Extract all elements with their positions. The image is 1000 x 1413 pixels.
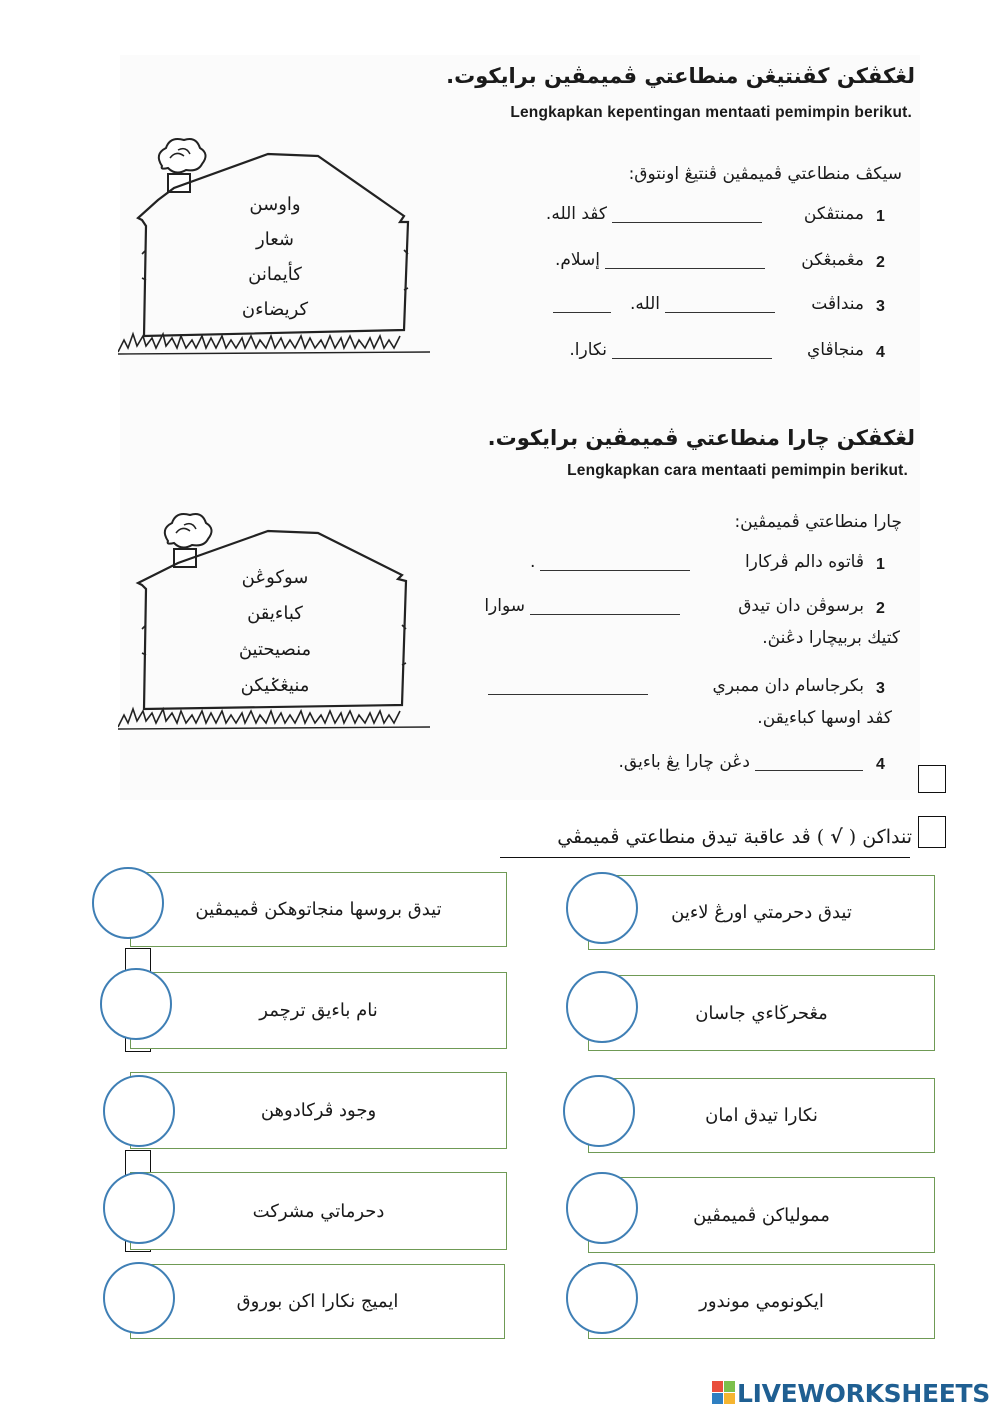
logo-badge-icon: [711, 1380, 737, 1406]
s2-item3-number: 3: [876, 680, 885, 697]
checkbox-square[interactable]: [918, 816, 946, 848]
s2-item2-blank[interactable]: [530, 614, 680, 615]
house1-word-1: واوسن: [249, 194, 301, 215]
house1-word-3: كأيمانن: [248, 264, 302, 285]
s2-item1-blank[interactable]: [540, 570, 690, 571]
section2-title-rumi: Lengkapkan cara mentaati pemimpin berikut.: [567, 462, 908, 479]
logo-text: LIVEWORKSHEETS: [736, 1378, 990, 1408]
house2-word-3: منصيحتيڽ: [238, 639, 312, 660]
s1-item4-text: منجاڤاي: [806, 340, 864, 360]
liveworksheets-logo[interactable]: [711, 1379, 990, 1407]
s1-item3-blank-2[interactable]: [553, 312, 611, 313]
s2-item2-end: سوارا: [484, 596, 525, 616]
answer-option-right-5[interactable]: ايكونومي موندور: [588, 1264, 935, 1339]
answer-circle-right-4[interactable]: [566, 1172, 638, 1244]
answer-circle-right-1[interactable]: [566, 872, 638, 944]
house2-word-2: كباءيقن: [247, 603, 303, 624]
house2-word-4: منيڠݢيكن: [240, 675, 310, 696]
s1-item4-blank[interactable]: [612, 358, 772, 359]
answer-option-left-5[interactable]: ايميج نكارا اكن بوروق: [130, 1264, 505, 1339]
answer-option-left-2[interactable]: نام باءيق ترچمر: [130, 972, 507, 1049]
answer-circle-left-3[interactable]: [103, 1075, 175, 1147]
s2-item1-end: .: [530, 552, 536, 572]
s2-item2-text: برسوڤن دان تيدق: [738, 596, 864, 616]
answer-circle-left-4[interactable]: [103, 1172, 175, 1244]
s2-item2-line2: كتيك بربيچارا دڠنڽ.: [762, 628, 900, 648]
checkbox-square[interactable]: [918, 765, 946, 793]
answer-circle-left-5[interactable]: [103, 1262, 175, 1334]
answer-option-right-4[interactable]: ممولياكن ڤميمڤين: [588, 1177, 935, 1253]
house2-word-1: سوكوڠن: [241, 567, 309, 588]
s1-item1-end: كڤد الله.: [545, 204, 607, 224]
s2-item3-blank[interactable]: [488, 694, 648, 695]
s1-item1-number: 1: [876, 208, 885, 225]
answer-option-right-3[interactable]: نكارا تيدق امان: [588, 1078, 935, 1153]
s2-item4-number: 4: [876, 756, 885, 773]
s2-item1-text: ڤاتوه دالم ڤركارا: [744, 552, 864, 572]
answer-circle-right-5[interactable]: [566, 1262, 638, 1334]
s1-item2-number: 2: [876, 254, 885, 271]
answer-circle-left-1[interactable]: [92, 867, 164, 939]
s1-item1-blank[interactable]: [612, 222, 762, 223]
s2-item4-blank[interactable]: [755, 770, 863, 771]
answer-option-left-1[interactable]: تيدق بروسها منجاتوهكن ڤميمڤين: [130, 872, 507, 947]
answer-circle-right-3[interactable]: [563, 1075, 635, 1147]
s1-item4-end: نكارا.: [569, 340, 607, 360]
s1-item3-end: الله.: [629, 294, 660, 314]
s1-item2-text: مڠمبڠكن: [801, 250, 864, 270]
answer-option-right-2[interactable]: مڠحرڬاءي جاسان: [588, 975, 935, 1051]
s1-item2-blank[interactable]: [605, 268, 765, 269]
s2-item2-number: 2: [876, 600, 885, 617]
answer-option-right-1[interactable]: تيدق دحرمتي اورڠ لاءين: [588, 875, 935, 950]
s1-item4-number: 4: [876, 344, 885, 361]
s1-item2-end: إسلام.: [554, 250, 600, 270]
s1-item3-text: منداڤت: [811, 294, 864, 314]
answer-option-left-3[interactable]: وجود ڤركادوهن: [130, 1072, 507, 1149]
s2-item4-text: دڠن چارا يڠ باءيق.: [618, 752, 750, 772]
section1-title-rumi: Lengkapkan kepentingan mentaati pemimpin berikut.: [510, 104, 912, 121]
s2-item3-line2: كڤد اوسها كباءيقن.: [757, 708, 892, 728]
s1-item3-blank[interactable]: [665, 312, 775, 313]
section1-intro: سيكڤ منطاعتي ڤميمڤين ڤنتيڠ اونتوق:: [628, 164, 902, 184]
section2-intro: چارا منطاعتي ڤميمڤين:: [734, 512, 902, 532]
instruction-underline: [500, 857, 910, 858]
s2-item3-text: بكرجاسام دان ممبري: [712, 676, 864, 696]
answer-circle-left-2[interactable]: [100, 968, 172, 1040]
answer-option-left-4[interactable]: دحرماتي مشركت: [130, 1172, 507, 1250]
house1-word-4: كريضاءن: [241, 299, 309, 320]
s1-item3-number: 3: [876, 298, 885, 315]
activity-instruction: تنداكن ( √ ) ڤد عاقبة تيدق منطاعتي ڤميمڤي: [557, 826, 912, 848]
section1-title-jawi: لڠكڤكن كڤنتيڠن منطاعتي ڤميمڤين برايكوت.: [446, 64, 915, 88]
check-mark-icon: √: [830, 826, 843, 848]
s2-item1-number: 1: [876, 556, 885, 573]
answer-circle-right-2[interactable]: [566, 971, 638, 1043]
section2-title-jawi: لڠكڤكن چارا منطاعتي ڤميمڤين برايكوت.: [487, 426, 915, 450]
s1-item1-text: ممنتڤكن: [803, 204, 864, 224]
house1-word-2: شعار: [256, 229, 294, 250]
